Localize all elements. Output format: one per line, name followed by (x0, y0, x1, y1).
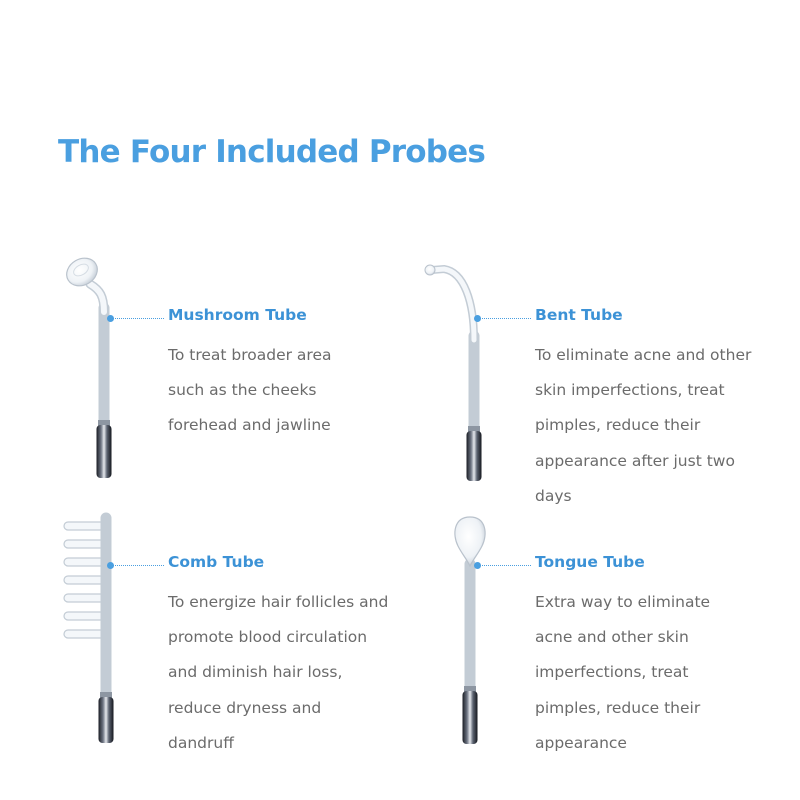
pointer-dot (107, 562, 114, 569)
probe-name: Bent Tube (535, 306, 623, 324)
probe-description: To treat broader area such as the cheeks forehead and jawline (168, 346, 332, 435)
tongue-tube-icon (440, 512, 500, 752)
probe-description: To energize hair follicles and promote blood circulation and diminish hair loss, reduce dryness and dandruff (168, 593, 389, 752)
pointer-dot (474, 315, 481, 322)
page-title: The Four Included Probes (58, 134, 486, 170)
probe-description: To eliminate acne and other skin imperfections, treat pimples, reduce their appearance after just two days (535, 346, 752, 505)
probe-name: Comb Tube (168, 553, 265, 571)
probe-description: Extra way to eliminate acne and other skin imperfections, treat pimples, reduce their appearance (535, 593, 711, 752)
pointer-dot (474, 562, 481, 569)
probe-name: Mushroom Tube (168, 306, 307, 324)
leader-line (477, 565, 531, 566)
comb-tube-icon (60, 510, 130, 750)
leader-line (477, 318, 531, 319)
probe-name: Tongue Tube (535, 553, 645, 571)
bent-tube-icon (420, 256, 490, 486)
pointer-dot (107, 315, 114, 322)
mushroom-tube-icon (60, 248, 120, 488)
leader-line (110, 565, 164, 566)
leader-line (110, 318, 164, 319)
